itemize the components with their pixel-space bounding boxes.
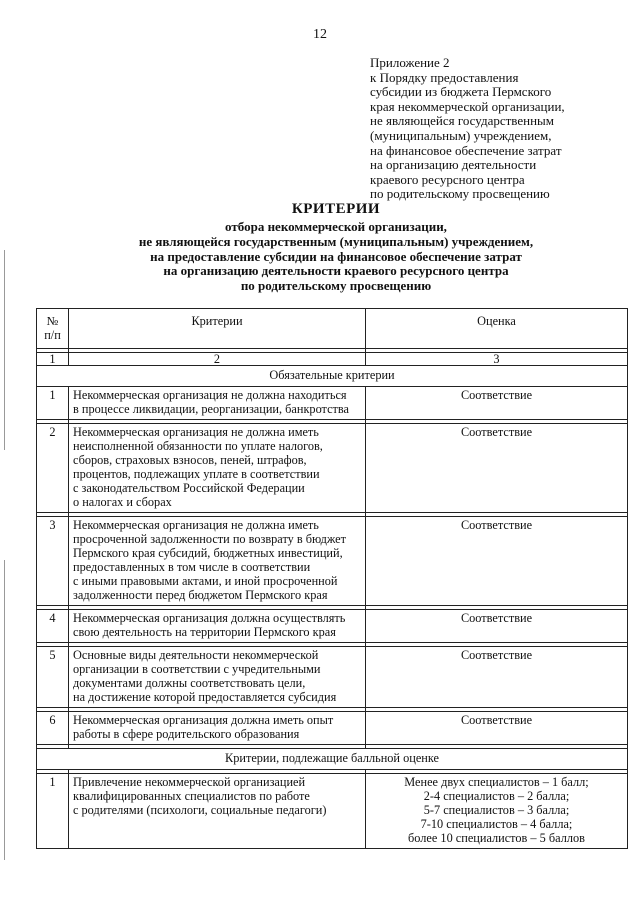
document-subtitle [0,220,640,294]
appendix-line: краевого ресурсного центра [370,171,525,187]
score-line: 2-4 специалистов – 2 балла; [423,788,570,803]
column-number: 2 [69,353,366,366]
score-cell: Соответствие [366,647,628,708]
score-cell: Соответствие [366,712,628,745]
criteria-line: Привлечение некоммерческой организацией [73,775,306,789]
appendix-line: края некоммерческой организации, [370,98,565,114]
criteria-line: организации в соответствии с учредительными [73,661,321,676]
row-number: 3 [37,517,69,606]
subtitle-line: не являющейся государственным (муниципальным) учреждением, [138,233,534,249]
criteria-line: на достижение которой предоставляется субсидия [73,689,337,704]
subtitle-line: на предоставление субсидии на финансовое обеспечение затрат [150,248,522,264]
criteria-line: неисполненной обязанности по уплате налогов, [73,438,323,453]
table-row [37,517,628,606]
score-cell [366,774,628,849]
row-number: 1 [37,774,69,849]
column-number-row [37,353,628,366]
criteria-line: Некоммерческая организация не должна иметь [73,425,319,439]
criteria-table [36,308,628,849]
row-number: 6 [37,712,69,745]
section-row-scored [37,749,628,770]
criteria-line: Некоммерческая организация должна осуществлять [73,611,346,625]
score-line: Менее двух специалистов – 1 балл; [404,775,589,789]
row-number: 2 [37,424,69,513]
criteria-line: с законодательством Российской Федерации [73,480,305,495]
page-number: 12 [313,27,327,42]
criteria-line: документами должны соответствовать цели, [73,675,306,690]
criteria-line: о налогах и сборах [73,494,172,509]
appendix-line: Приложение 2 [370,55,450,70]
appendix-line: на финансовое обеспечение затрат [370,142,562,158]
criteria-line: сборов, страховых взносов, пеней, штрафов, [73,452,307,467]
criteria-cell [69,647,366,708]
score-line: 7-10 специалистов – 4 балла; [420,816,573,831]
appendix-line: субсидии из бюджета Пермского [370,84,552,100]
criteria-line: просроченной задолженности по возврату в бюджет [73,531,346,546]
row-number: 5 [37,647,69,708]
score-line: 5-7 специалистов – 3 балла; [423,802,570,817]
score-cell: Соответствие [366,387,628,420]
score-cell: Соответствие [366,610,628,643]
criteria-cell [69,610,366,643]
criteria-cell [69,424,366,513]
row-number: 4 [37,610,69,643]
table-row [37,774,628,849]
criteria-line: с иными правовыми актами, и иной просроченной [73,573,338,588]
document-title: КРИТЕРИИ [291,201,381,217]
score-line: более 10 специалистов – 5 баллов [408,830,585,845]
criteria-line: квалифицированных специалистов по работе [73,788,310,803]
subtitle-line: отбора некоммерческой организации, [225,219,447,234]
row-number: 1 [37,387,69,420]
table-row [37,424,628,513]
column-number: 3 [366,353,628,366]
table-row [37,647,628,708]
criteria-line: работы в сфере родительского образования [73,726,300,741]
subtitle-line: по родительскому просвещению [240,278,432,294]
appendix-line: (муниципальным) учреждением, [370,127,552,143]
score-cell: Соответствие [366,424,628,513]
section-title: Критерии, подлежащие балльной оценке [37,749,628,770]
appendix-line: по родительскому просвещению [370,186,550,202]
appendix-line: к Порядку предоставления [370,69,519,85]
header-num-label: № [46,314,59,328]
column-number: 1 [37,353,69,366]
appendix-line: на организацию деятельности [370,157,537,173]
table-row [37,712,628,745]
criteria-line: Пермского края субсидий, бюджетных инвестиций, [73,545,343,560]
criteria-line: предоставленных в том числе в соответствии [73,559,311,574]
table-row [37,610,628,643]
section-row-mandatory [37,366,628,387]
section-title: Обязательные критерии [37,366,628,387]
table-header-row [37,309,628,349]
header-score-cell: Оценка [366,309,628,349]
criteria-line: с родителями (психологи, социальные педагоги) [73,802,327,817]
table-row [37,387,628,420]
subtitle-line: на организацию деятельности краевого ресурсного центра [163,263,509,279]
criteria-line: Некоммерческая организация не должна находиться [73,388,347,402]
score-cell: Соответствие [366,517,628,606]
criteria-line: Некоммерческая организация не должна иметь [73,518,319,532]
criteria-cell [69,517,366,606]
criteria-line: процентов, подлежащих уплате в соответствии [73,466,320,481]
criteria-line: Основные виды деятельности некоммерческой [73,648,319,662]
criteria-cell [69,774,366,849]
criteria-line: в процессе ликвидации, реорганизации, банкротства [73,401,350,416]
criteria-line: свою деятельность на территории Пермского края [73,624,336,639]
criteria-cell [69,387,366,420]
criteria-line: Некоммерческая организация должна иметь опыт [73,713,334,727]
binder-edge-line [4,560,5,860]
appendix-note [370,56,630,202]
criteria-cell [69,712,366,745]
header-num-cell [37,309,69,349]
appendix-line: не являющейся государственным [370,113,554,129]
header-num-label: п/п [44,327,61,342]
header-criteria-cell: Критерии [69,309,366,349]
criteria-line: задолженности перед бюджетом Пермского края [73,587,328,602]
